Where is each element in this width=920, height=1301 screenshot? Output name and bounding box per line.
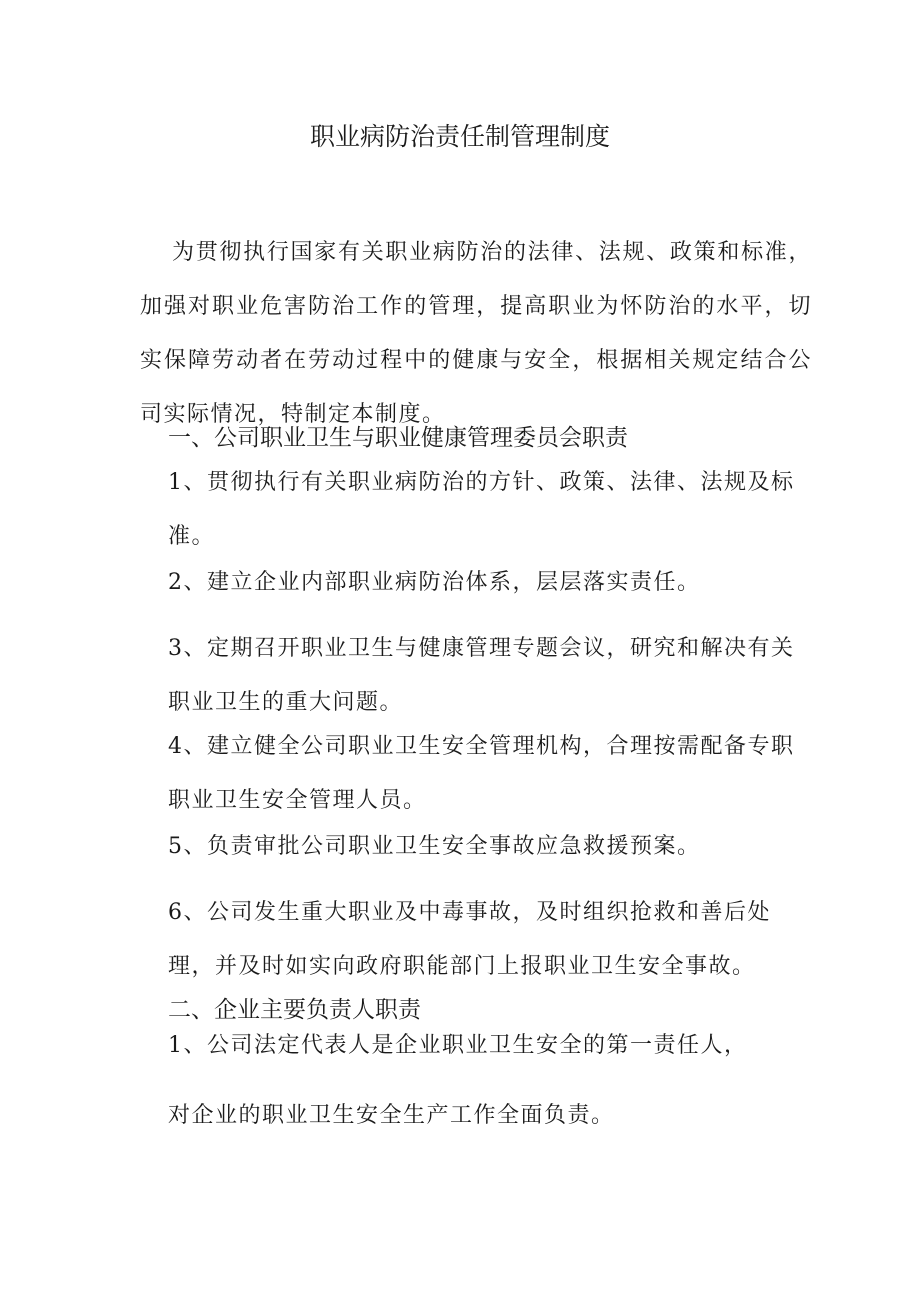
section1-item-4 xyxy=(168,720,808,828)
section2-item-1-line2: 对企业的职业卫生安全生产工作全面负责。 xyxy=(168,1103,615,1128)
section1-item-2 xyxy=(168,556,808,610)
section1-item-4-line1: 4、建立健全公司职业卫生安全管理机构，合理按需配备专职 xyxy=(168,734,795,759)
section1-item-1-line2: 准。 xyxy=(168,524,216,549)
section1-item-6 xyxy=(168,886,808,994)
section2-item-1 xyxy=(168,1028,808,1134)
section1-item-3-line1: 3、定期召开职业卫生与健康管理专题会议，研究和解决有关 xyxy=(168,636,795,661)
section1-item-1-line1: 1、贯彻执行有关职业病防治的方针、政策、法律、法规及标 xyxy=(168,470,795,495)
section1-item-3 xyxy=(168,622,808,730)
section1-item-1 xyxy=(168,456,808,564)
document-title: 职业病防治责任制管理制度 xyxy=(309,122,610,151)
section1-item-5 xyxy=(168,820,808,874)
section2-heading: 二、企业主要负责人职责 xyxy=(168,997,421,1023)
section1-item-6-line1: 6、公司发生重大职业及中毒事故，及时组织抢救和善后处 xyxy=(168,900,771,925)
section1-item-4-line2: 职业卫生安全管理人员。 xyxy=(168,788,427,813)
section1-item-2-line1: 2、建立企业内部职业病防治体系，层层落实责任。 xyxy=(168,570,701,595)
section1-heading: 一、公司职业卫生与职业健康管理委员会职责 xyxy=(168,425,628,451)
intro-paragraph: 为贯彻执行国家有关职业病防治的法律、法规、政策和标准，加强对职业危害防治工作的管理，提高职业为怀防治的水平，切实保障劳动者在劳动过程中的健康与安全，根据相关规定结合公司实际情况，特制定本制度。 xyxy=(140,240,812,427)
section1-item-5-line1: 5、负责审批公司职业卫生安全事故应急救援预案。 xyxy=(168,834,701,859)
section2-item-1-line1: 1、公司法定代表人是企业职业卫生安全的第一责任人， xyxy=(168,1033,748,1058)
section1-item-3-line2: 职业卫生的重大问题。 xyxy=(168,690,404,715)
section1-item-6-line2: 理，并及时如实向政府职能部门上报职业卫生安全事故。 xyxy=(168,954,756,979)
